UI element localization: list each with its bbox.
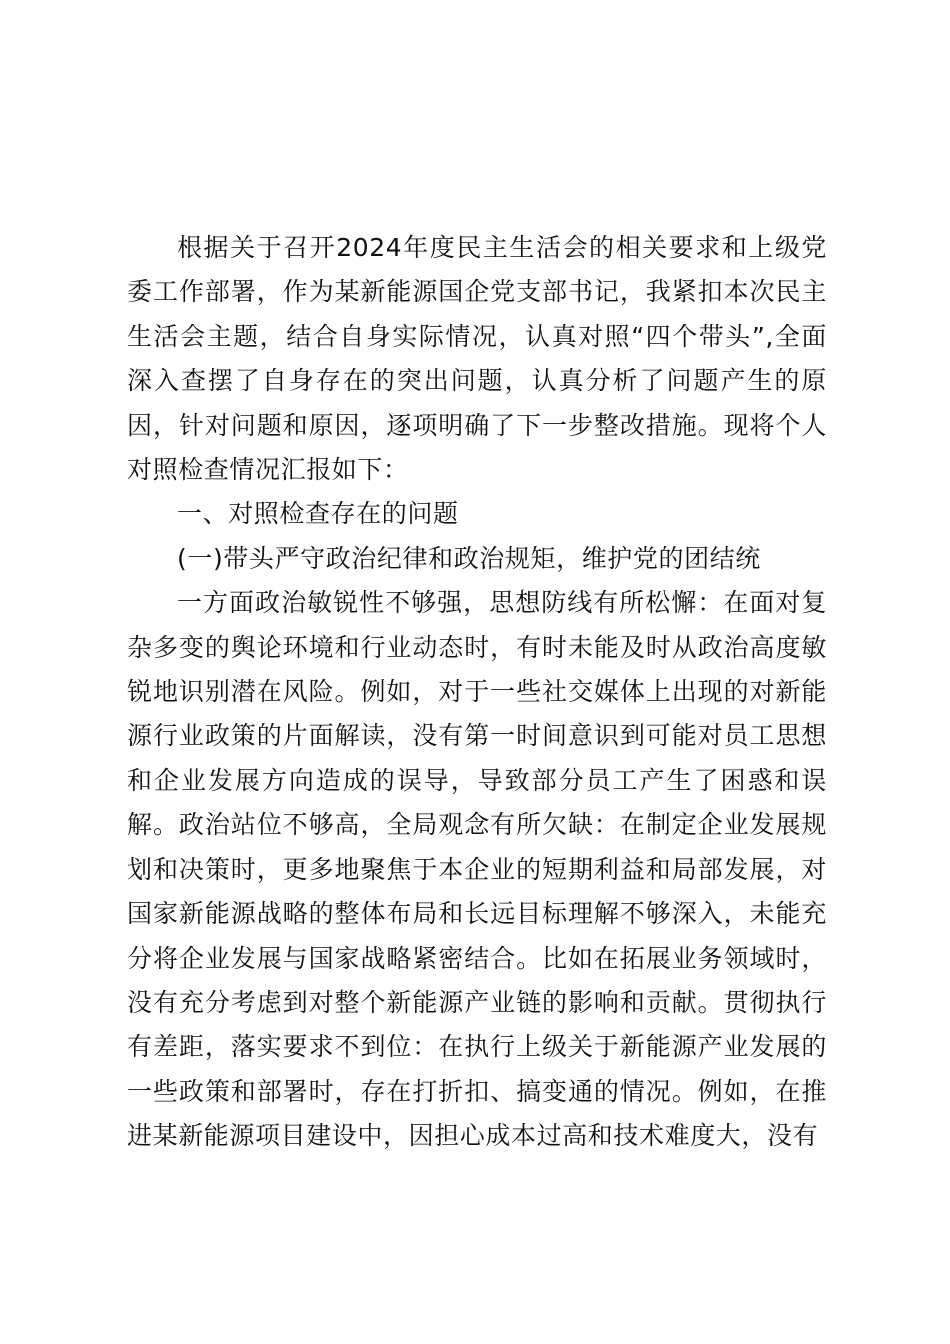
section-heading: 一、对照检查存在的问题: [177, 499, 459, 529]
intro-paragraph: 根据关于召开2024年度民主生活会的相关要求和上级党委工作部署，作为某新能源国企党支部书记，我紧扣本次民主生活会主题，结合自身实际情况，认真对照“四个带头”,全面深入查摆了自身存在的突出问题，认真分析了问题产生的原因，针对问题和原因，逐项明确了下一步整改措施。现将个人对照检查情况汇报如下：: [127, 233, 827, 485]
document-body: [127, 226, 827, 1159]
subsection-heading: (一)带头严守政治纪律和政治规矩，维护党的团结统: [177, 543, 761, 573]
body-paragraph: 一方面政治敏锐性不够强，思想防线有所松懈：在面对复杂多变的舆论环境和行业动态时，有时未能及时从政治高度敏锐地识别潜在风险。例如，对于一些社交媒体上出现的对新能源行业政策的片面解读，没有第一时间意识到可能对员工思想和企业发展方向造成的误导，导致部分员工产生了困惑和误解。政治站位不够高，全局观念有所欠缺：在制定企业发展规划和决策时，更多地聚焦于本企业的短期利益和局部发展，对国家新能源战略的整体布局和长远目标理解不够深入，未能充分将企业发展与国家战略紧密结合。比如在拓展业务领域时，没有充分考虑到对整个新能源产业链的影响和贡献。贯彻执行有差距，落实要求不到位：在执行上级关于新能源产业发展的一些政策和部署时，存在打折扣、搞变通的情况。例如，在推进某新能源项目建设中，因担心成本过高和技术难度大，没有: [127, 588, 827, 1151]
